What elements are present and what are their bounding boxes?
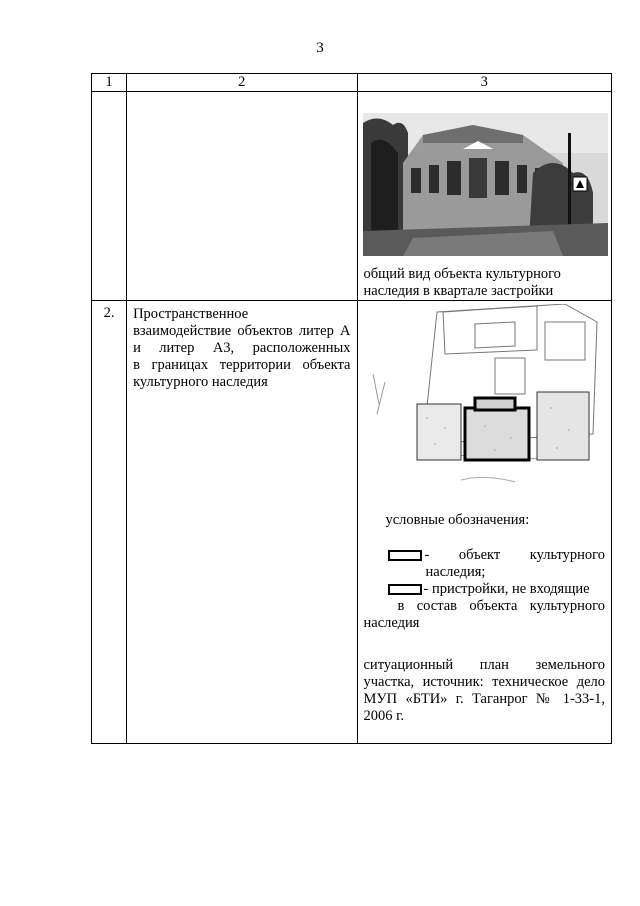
photo-caption (364, 266, 608, 300)
legend-text: наследия; (425, 564, 486, 580)
sitplan-line: 2006 г. (363, 708, 405, 724)
site-plan-caption (364, 657, 606, 725)
row-illustration-cell (357, 92, 612, 301)
legend-text: в состав объекта культурного (397, 598, 605, 614)
header-col-2: 2 (127, 74, 357, 92)
row-description (127, 92, 357, 301)
row-number: 2. (92, 301, 127, 744)
desc-line: и литер А3, расположенных (133, 340, 351, 356)
header-col-1: 1 (92, 74, 127, 92)
desc-line: культурного наследия (133, 374, 268, 390)
desc-line: взаимодействие объектов литер А (133, 323, 351, 339)
sitplan-line: МУП «БТИ» г. Таганрог № 1-33-1, (363, 691, 605, 707)
table-row (92, 92, 612, 301)
legend-swatch-extensions (388, 584, 422, 595)
caption-line: общий вид объекта культурного (363, 266, 561, 282)
caption-line: наследия в квартале застройки (363, 283, 554, 299)
legend-item-heritage (358, 547, 612, 564)
legend-swatch-heritage (388, 550, 422, 561)
row-illustration-cell (357, 301, 612, 744)
table-header-row (92, 74, 612, 92)
sitplan-line: участка, источник: техническое дело (363, 674, 605, 690)
sitplan-line: ситуационный план земельного (363, 657, 605, 673)
desc-line: в границах территории объекта (133, 357, 351, 373)
heritage-table (91, 73, 612, 744)
desc-line: Пространственное (133, 306, 249, 322)
legend-text: - объект культурного (424, 547, 605, 563)
legend-text: - пристройки, не входящие (423, 581, 590, 597)
legend-title: условные обозначения: (385, 512, 530, 528)
building-photo (363, 113, 608, 256)
header-col-3: 3 (357, 74, 612, 92)
site-plan-drawing (365, 304, 607, 494)
table-row (92, 301, 612, 744)
legend-item-extensions (358, 581, 612, 598)
row-description (127, 301, 357, 744)
page-number: 3 (316, 40, 324, 56)
legend-text: наследия (363, 615, 420, 631)
row-number (92, 92, 127, 301)
